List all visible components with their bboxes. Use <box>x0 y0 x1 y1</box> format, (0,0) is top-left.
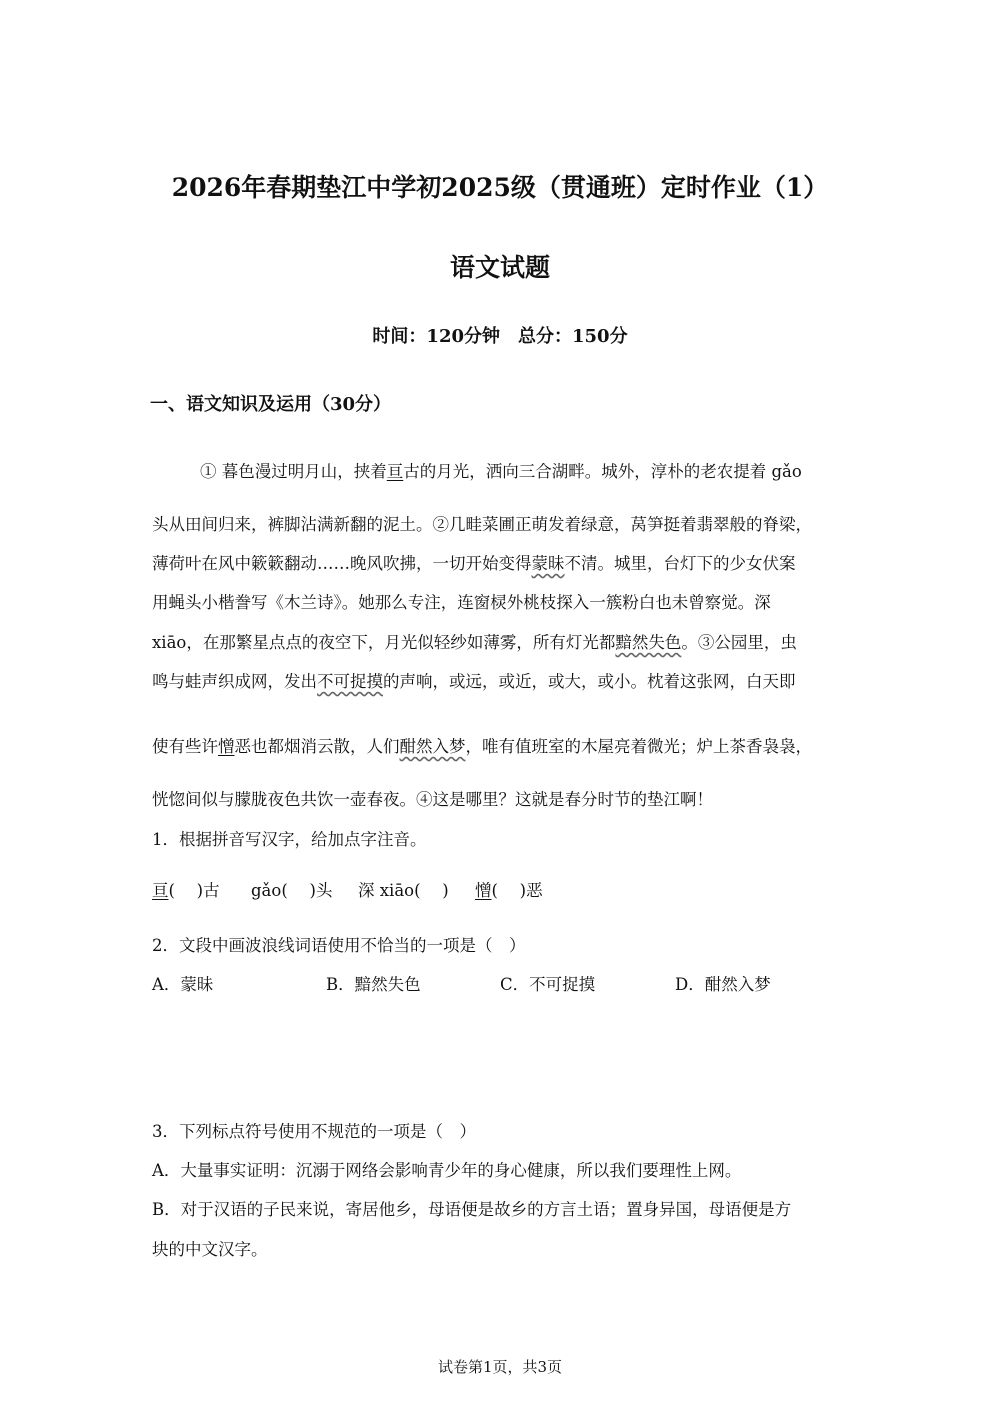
passage-text: 。③公园里，虫 <box>681 633 797 652</box>
q1-item-1 <box>152 877 220 901</box>
passage-text: xiāo，在那繁星点点的夜空下，月光似轻纱如薄雾，所有灯光都 <box>152 633 616 652</box>
passage-text: 不清。城里，台灯下的少女伏案 <box>564 554 796 573</box>
passage-line-5 <box>152 629 852 653</box>
passage-text: 的声响，或远，或近，或大，或小。枕着这张网，白天即 <box>383 672 796 691</box>
wavy-word: 蒙昧 <box>531 554 565 573</box>
dotted-char: 亘 <box>386 462 404 481</box>
q1-blank: ( )古 <box>168 881 220 900</box>
passage-text: 鸣与蛙声织成网，发出 <box>152 672 317 691</box>
passage-text: ，唯有值班室的木屋亮着微光；炉上茶香袅袅， <box>465 737 812 756</box>
dotted-char: 亘 <box>152 881 169 900</box>
passage-text: 古的月光，洒向三合湖畔。城外，淳朴的老农提着 gǎo <box>403 462 802 481</box>
q3-option-a: A．大量事实证明：沉溺于网络会影响青少年的身心健康，所以我们要理性上网。 <box>152 1161 742 1180</box>
dotted-char: 憎 <box>218 737 235 756</box>
passage-text: ① 暮色漫过明月山，挟着 <box>200 462 387 481</box>
q1-item-3: 深 xiāo( ) <box>358 881 449 900</box>
passage-line-2: 头从田间归来，裤脚沾满新翻的泥土。②几畦菜圃正萌发着绿意，莴笋挺着翡翠般的脊梁， <box>152 515 812 534</box>
q1-item-2: gǎo( )头 <box>251 881 333 900</box>
passage-text: 恶也都烟消云散，人们 <box>234 737 400 756</box>
wavy-word: 不可捉摸 <box>317 672 383 691</box>
passage-line-7 <box>152 733 852 757</box>
question-1-stem: 1．根据拼音写汉字，给加点字注音。 <box>152 830 427 849</box>
question-3-stem: 3．下列标点符号使用不规范的一项是（ ） <box>152 1122 476 1141</box>
exam-meta: 时间：120分钟 总分：150分 <box>372 326 628 347</box>
exam-title: 2026年春期垫江中学初2025级（贯通班）定时作业（1） <box>171 173 829 202</box>
q2-option-c: C．不可捉摸 <box>500 975 596 994</box>
q1-item-4 <box>475 877 543 901</box>
wavy-word: 黯然失色 <box>615 633 682 652</box>
passage-text: 薄荷叶在风中簌簌翻动……晚风吹拂，一切开始变得 <box>152 554 532 573</box>
q2-option-a: A．蒙昧 <box>152 975 214 994</box>
dotted-char: 憎 <box>475 881 492 900</box>
page-footer: 试卷第1页，共3页 <box>437 1358 563 1376</box>
question-2-stem: 2．文段中画波浪线词语使用不恰当的一项是（ ） <box>152 936 526 955</box>
q2-option-d: D．酣然入梦 <box>675 975 771 994</box>
exam-subtitle: 语文试题 <box>449 253 550 282</box>
section-heading: 一、语文知识及运用（30分） <box>150 394 392 415</box>
passage-line-6 <box>152 668 852 692</box>
q3-option-b-cont: 块的中文汉字。 <box>152 1240 268 1259</box>
passage-line-4: 用蝇头小楷誊写《木兰诗》。她那么专注，连窗棂外桃枝探入一簇粉白也未曾察觉。深 <box>152 593 771 612</box>
passage-line-3 <box>152 550 852 574</box>
passage-text: 使有些许 <box>152 737 218 756</box>
q3-option-b: B．对于汉语的子民来说，寄居他乡，母语便是故乡的方言土语；置身异国，母语便是方 <box>152 1200 792 1219</box>
wavy-word: 酣然入梦 <box>399 737 466 756</box>
q2-option-b: B．黯然失色 <box>326 975 421 994</box>
passage-line-8: 恍惚间似与朦胧夜色共饮一壶春夜。④这是哪里？这就是春分时节的垫江啊！ <box>152 790 713 809</box>
passage-line-1 <box>200 458 900 482</box>
q1-blank: ( )恶 <box>491 881 543 900</box>
